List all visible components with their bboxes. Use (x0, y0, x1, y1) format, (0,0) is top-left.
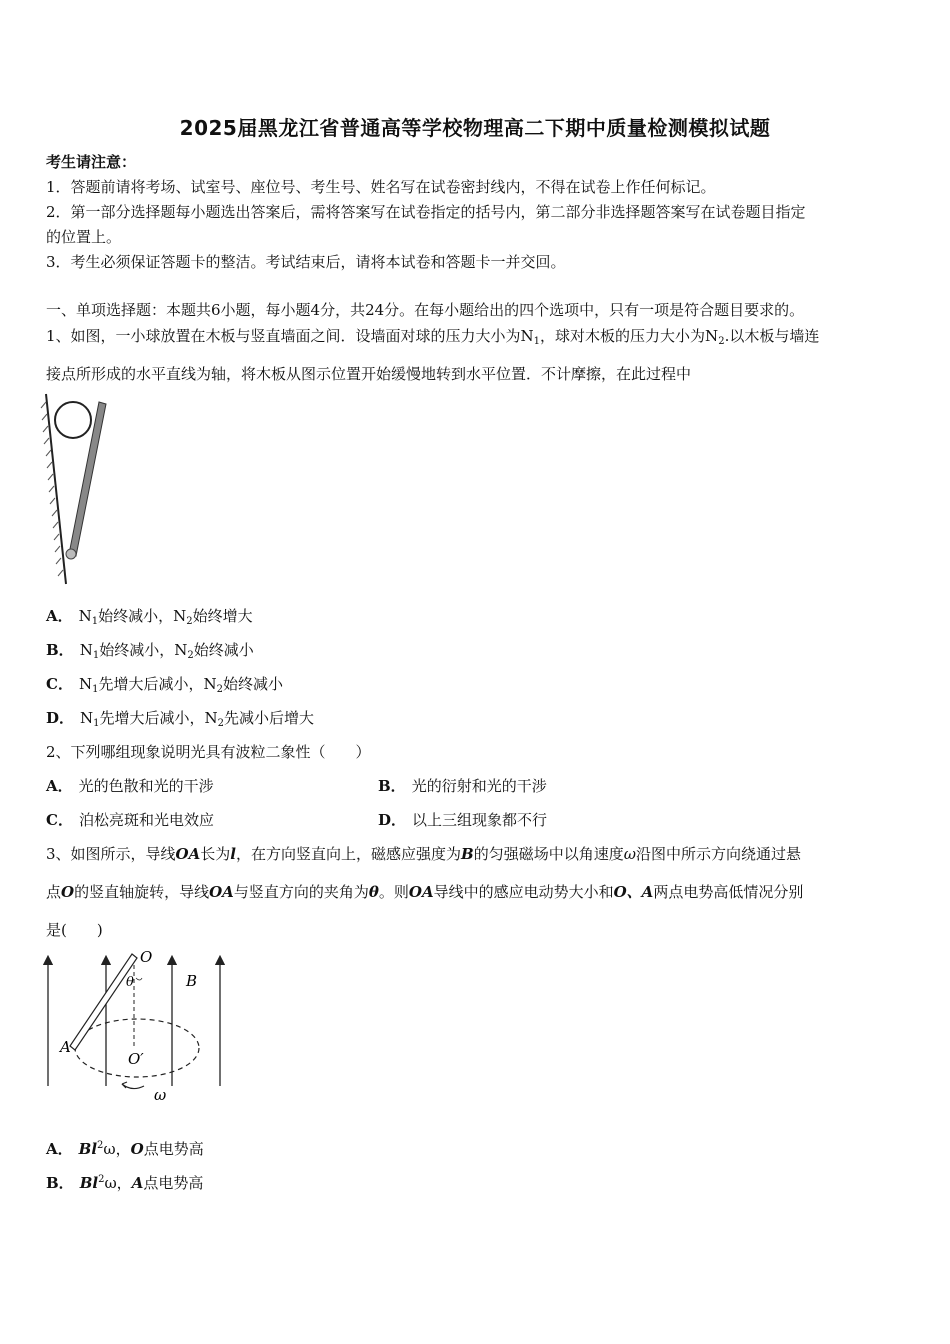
notice-item: 的位置上。 (46, 228, 122, 246)
page-title: 2025届黑龙江省普通高等学校物理高二下期中质量检测模拟试题 (179, 116, 771, 140)
q1-stem-line1: 1、如图，一小球放置在木板与竖直墙面之间．设墙面对球的压力大小为$N_1$，球对木板的压力大小为$N_2$.以木板与墙连 (46, 327, 820, 347)
q1-option-a[interactable]: A． $N_1$始终减小，$N_2$始终增大 (46, 607, 253, 627)
q3-option-b[interactable]: B． Bl$^2$ω，A点电势高 (46, 1174, 204, 1192)
section-heading: 一、单项选择题：本题共6小题，每小题4分，共24分。在每小题给出的四个选项中，只有一项是符合题目要求的。 (46, 301, 805, 319)
notice-item: 1．答题前请将考场、试室号、座位号、考生号、姓名写在试卷密封线内，不得在试卷上作任何标记。 (46, 178, 716, 196)
fig-label-b: B (186, 972, 198, 990)
notice-item: 2．第一部分选择题每小题选出答案后，需将答案写在试卷指定的括号内，第二部分非选择题答案写在试卷题目指定 (46, 203, 806, 221)
fig-label-omega: ω (154, 1086, 167, 1104)
q1-stem-line2: 接点所形成的水平直线为轴，将木板从图示位置开始缓慢地转到水平位置．不计摩擦，在此过程中 (46, 365, 692, 383)
q1-option-b[interactable]: B． $N_1$始终减小，$N_2$始终减小 (46, 641, 254, 661)
fig-label-o: O (140, 948, 153, 966)
q3-rotating-wire-figure (40, 948, 236, 1104)
q3-stem-line3: 是( ) (46, 921, 103, 939)
fig-label-theta: θ (126, 975, 134, 990)
q3-stem-line1: 3、如图所示，导线OA长为l，在方向竖直向上，磁感应强度为B的匀强磁场中以角速度ω沿图中所示方向绕通过悬 (46, 845, 801, 863)
notice-item: 3．考生必须保证答题卡的整洁。考试结束后，请将本试卷和答题卡一并交回。 (46, 253, 566, 271)
q3-option-a[interactable]: A． Bl$^2$ω，O点电势高 (46, 1140, 204, 1158)
q1-option-d[interactable]: D． $N_1$先增大后减小，$N_2$先减小后增大 (46, 709, 315, 729)
q2-option-b[interactable]: B． 光的衍射和光的干涉 (378, 777, 547, 795)
fig-label-a: A (60, 1038, 71, 1056)
q1-option-c[interactable]: C． $N_1$先增大后减小，$N_2$始终减小 (46, 675, 283, 695)
q2-option-a[interactable]: A． 光的色散和光的干涉 (46, 777, 214, 795)
q2-option-c[interactable]: C． 泊松亮斑和光电效应 (46, 811, 214, 829)
q2-option-d[interactable]: D． 以上三组现象都不行 (378, 811, 548, 829)
fig-label-o-prime: O′ (128, 1050, 144, 1068)
q3-stem-line2: 点O的竖直轴旋转，导线OA与竖直方向的夹角为θ。则OA导线中的感应电动势大小和O、A两点电势高低情况分别 (46, 883, 804, 901)
q2-stem: 2、下列哪组现象说明光具有波粒二象性（ ） (46, 743, 371, 761)
notice-heading: 考生请注意： (46, 153, 137, 171)
q1-wall-ball-board-figure (40, 392, 112, 588)
